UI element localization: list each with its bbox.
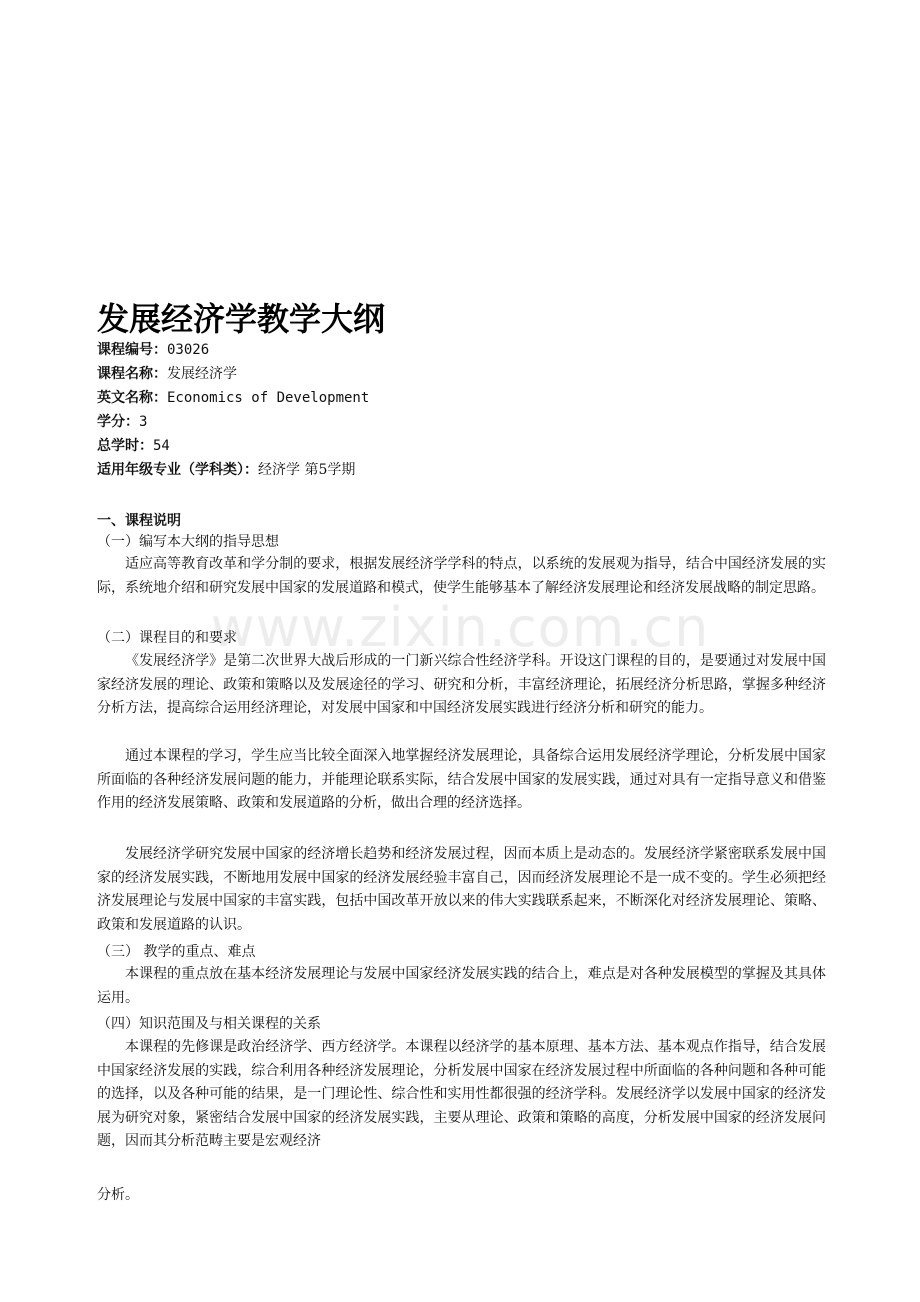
document-title: 发展经济学教学大纲 bbox=[97, 300, 386, 338]
meta-value: Economics of Development bbox=[167, 390, 370, 406]
subsection-title: （一）编写本大纲的指导思想 bbox=[97, 534, 279, 550]
paragraph: 本课程的重点放在基本经济发展理论与发展中国家经济发展实践的结合上，难点是对各种发展模型的掌握及其具体运用。 bbox=[97, 966, 826, 1006]
subsection-title: （三） 教学的重点、难点 bbox=[97, 944, 256, 960]
subsection-title: （四）知识范围及与相关课程的关系 bbox=[97, 1016, 321, 1032]
meta-value: 3 bbox=[139, 414, 148, 430]
meta-label: 适用年级专业（学科类）： bbox=[97, 462, 258, 478]
watermark: www.zixin.com.cn bbox=[210, 596, 710, 659]
paragraph-tail: 分析。 bbox=[97, 1187, 139, 1203]
paragraph: 发展经济学研究发展中国家的经济增长趋势和经济发展过程，因而本质上是动态的。发展经济学紧密联系发展中国家的经济发展实践，不断地用发展中国家的经济发展经验丰富自己，因而经济发展理论不是一成不变的。学生必须把经济发展理论与发展中国家的丰富实践，包括中国改革开放以来的伟大实践联系起来，不断深化对经济发展理论、策略、政策和发展道路的认识。 bbox=[97, 846, 826, 933]
paragraph: 《发展经济学》是第二次世界大战后形成的一门新兴综合性经济学科。开设这门课程的目的，是要通过对发展中国家经济发展的理论、政策和策略以及发展途径的学习、研究和分析，丰富经济理论，拓展经济分析思路，掌握多种经济分析方法，提高综合运用经济理论，对发展中国家和中国经济发展实践进行经济分析和研究的能力。 bbox=[97, 653, 826, 716]
meta-credits bbox=[97, 413, 147, 431]
meta-course-code bbox=[97, 341, 209, 359]
meta-label: 课程名称： bbox=[97, 366, 167, 382]
meta-total-hours bbox=[97, 437, 170, 455]
meta-label: 学分： bbox=[97, 414, 139, 430]
meta-applicable-major bbox=[97, 461, 355, 479]
paragraph: 适应高等教育改革和学分制的要求，根据发展经济学学科的特点，以系统的发展观为指导，结合中国经济发展的实际，系统地介绍和研究发展中国家的发展道路和模式，使学生能够基本了解经济发展理论和经济发展战略的制定思路。 bbox=[97, 556, 826, 596]
meta-label: 英文名称： bbox=[97, 390, 167, 406]
paragraph: 通过本课程的学习，学生应当比较全面深入地掌握经济发展理论，具备综合运用发展经济学理论，分析发展中国家所面临的各种经济发展问题的能力，并能理论联系实际，结合发展中国家的发展实践，通过对具有一定指导意义和借鉴作用的经济发展策略、政策和发展道路的分析，做出合理的经济选择。 bbox=[97, 748, 826, 811]
meta-course-name bbox=[97, 365, 237, 383]
meta-english-name bbox=[97, 389, 369, 407]
paragraph: 本课程的先修课是政治经济学、西方经济学。本课程以经济学的基本原理、基本方法、基本观点作指导，结合发展中国家经济发展的实践，综合利用各种经济发展理论，分析发展中国家在经济发展过程中所面临的各种问题和各种可能的选择，以及各种可能的结果，是一门理论性、综合性和实用性都很强的经济学科。发展经济学以发展中国家的经济发展为研究对象，紧密结合发展中国家的经济发展实践，主要从理论、政策和策略的高度，分析发展中国家的经济发展问题，因而其分析范畴主要是宏观经济 bbox=[97, 1039, 826, 1149]
section-heading: 一、课程说明 bbox=[97, 513, 181, 529]
meta-label: 课程编号： bbox=[97, 342, 167, 358]
meta-value: 03026 bbox=[167, 342, 210, 358]
meta-label: 总学时： bbox=[97, 438, 153, 454]
meta-value: 发展经济学 bbox=[167, 366, 237, 382]
meta-value: 经济学 第5学期 bbox=[258, 462, 356, 478]
meta-value: 54 bbox=[153, 438, 170, 454]
subsection-title: （二）课程目的和要求 bbox=[97, 630, 237, 646]
